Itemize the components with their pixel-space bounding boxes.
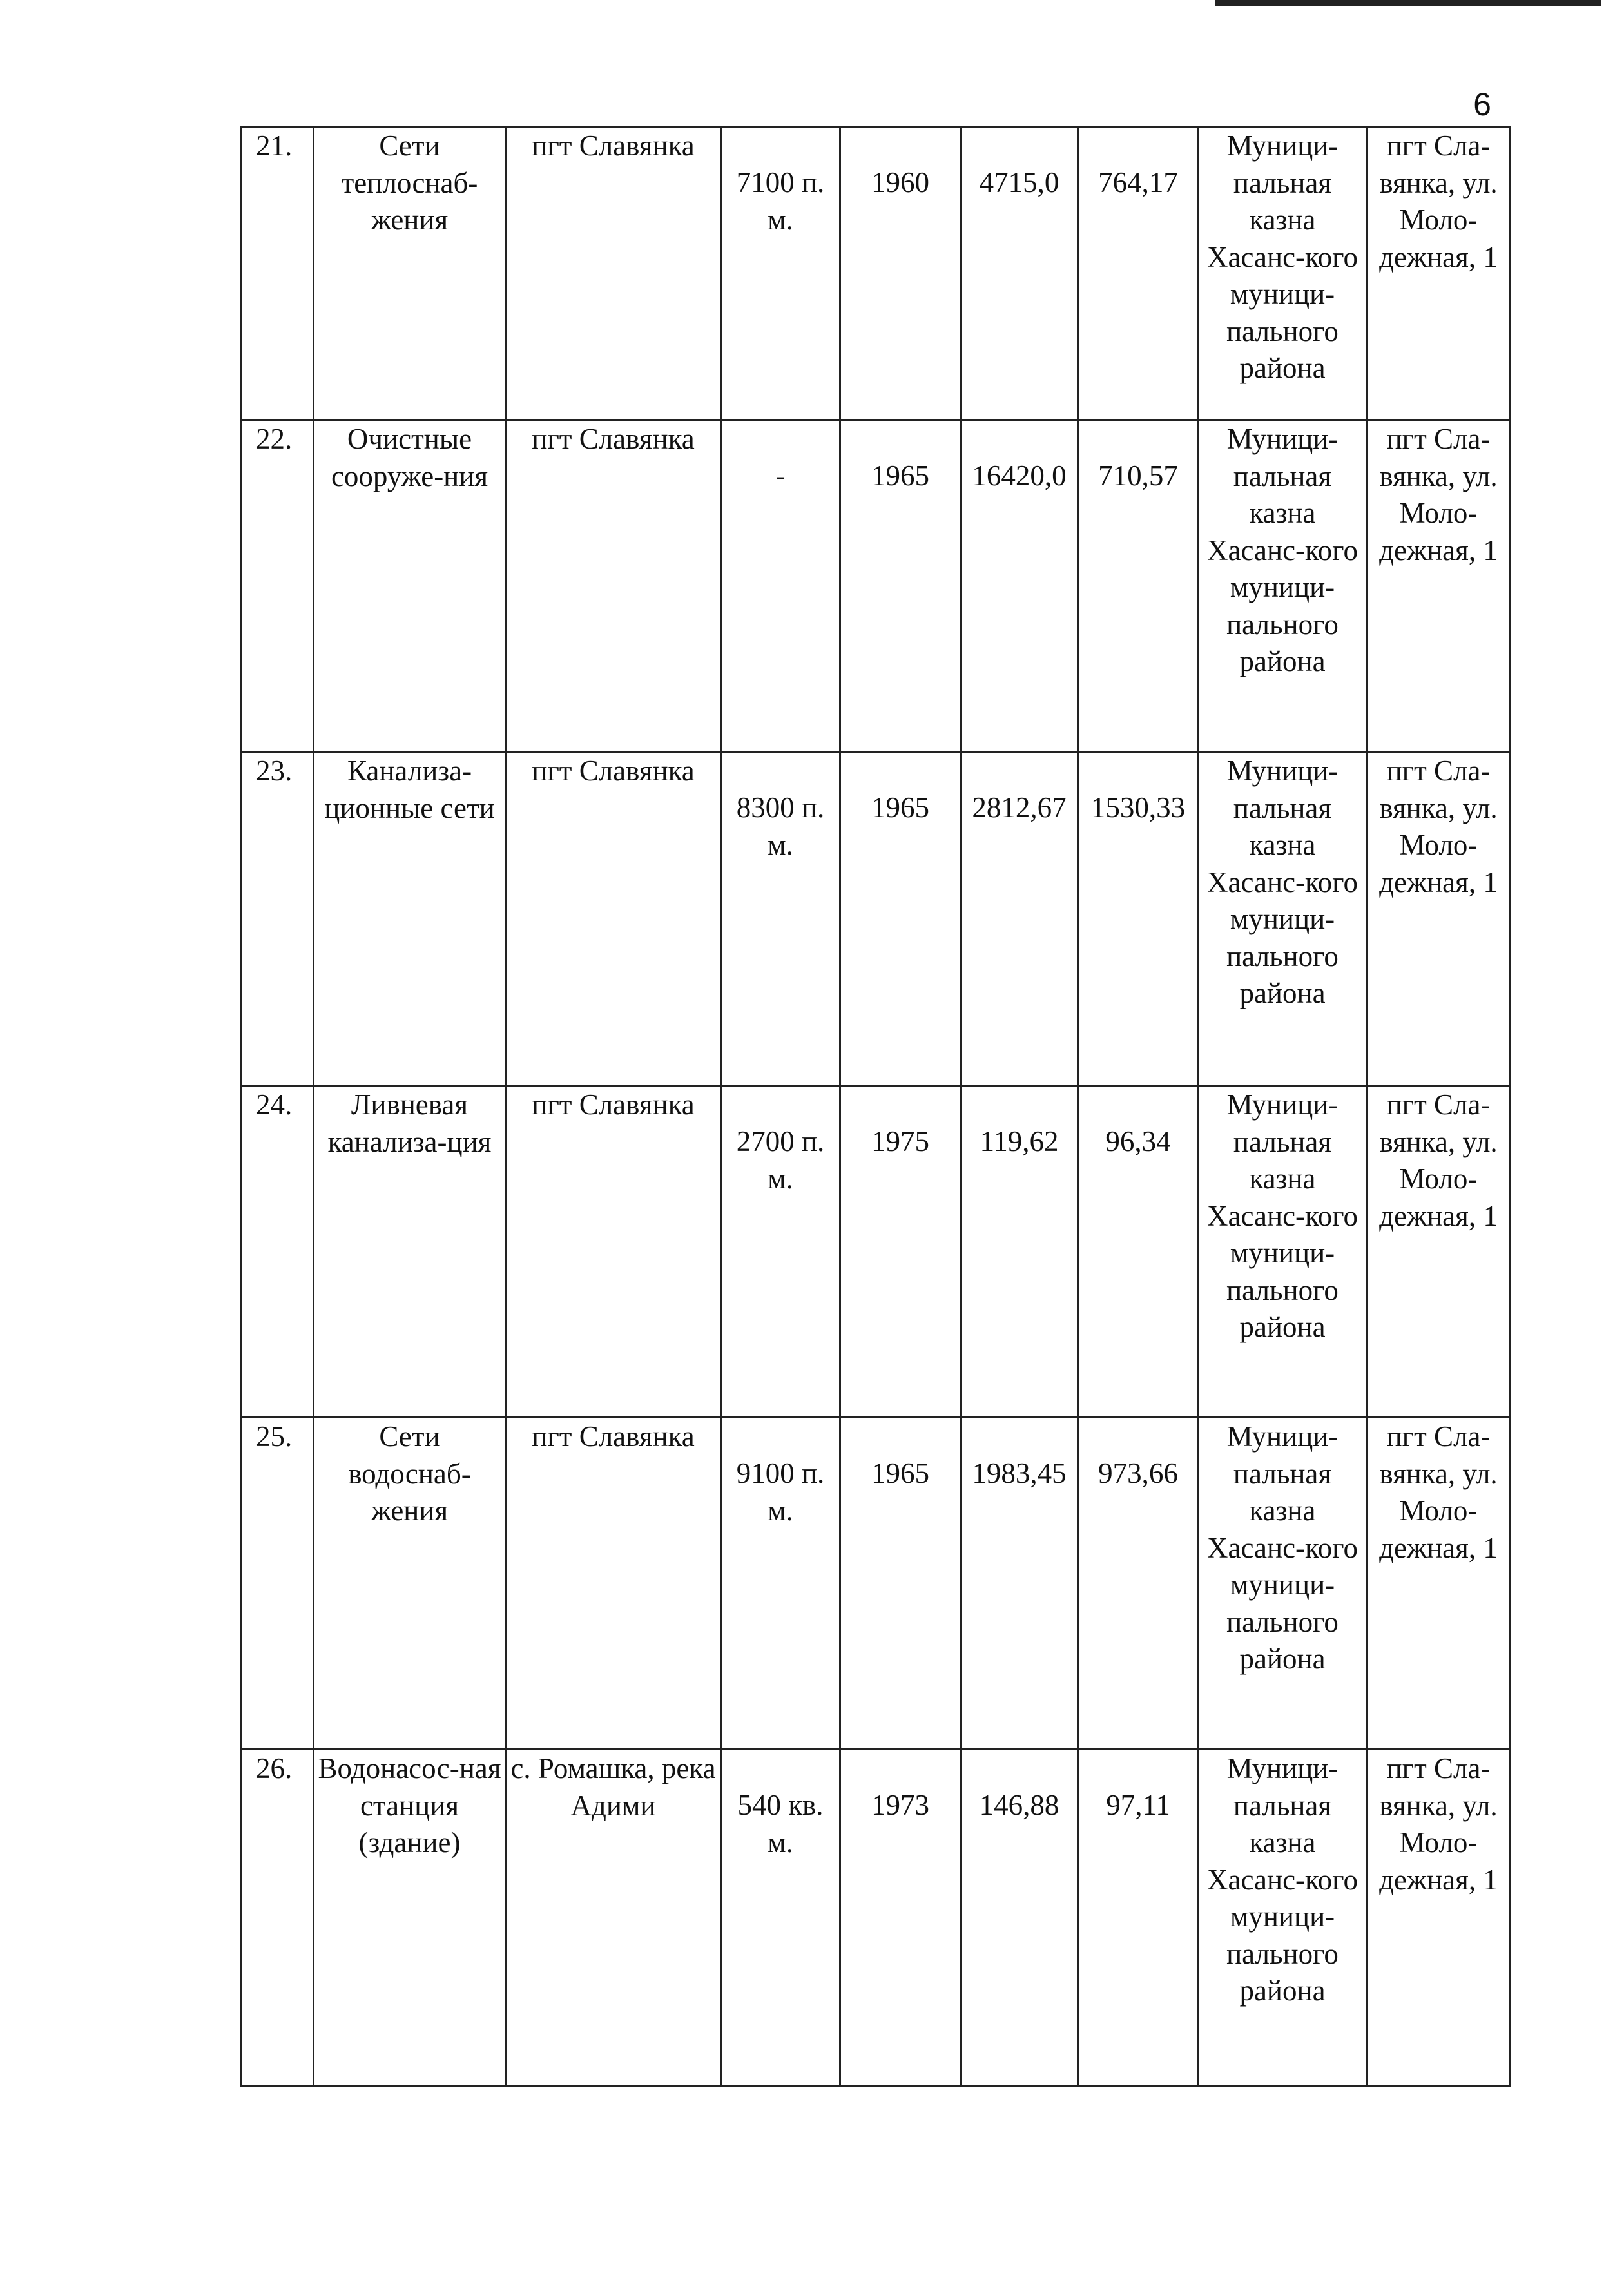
object-size: 9100 п. м. xyxy=(721,1418,840,1750)
row-number: 26. xyxy=(241,1750,314,2087)
owner: Муници-пальная казна Хасанс-кого муници-пального района xyxy=(1199,1750,1367,2087)
object-size: 7100 п. м. xyxy=(721,127,840,420)
residual-value: 973,66 xyxy=(1078,1418,1199,1750)
table-row xyxy=(241,127,1511,420)
balance-value: 1983,45 xyxy=(961,1418,1078,1750)
residual-value: 1530,33 xyxy=(1078,752,1199,1086)
commissioning-year: 1965 xyxy=(840,752,961,1086)
object-size: 8300 п. м. xyxy=(721,752,840,1086)
object-location: пгт Славянка xyxy=(506,420,721,752)
residual-value: 764,17 xyxy=(1078,127,1199,420)
owner-address: пгт Сла-вянка, ул. Моло-дежная, 1 xyxy=(1367,1418,1511,1750)
table-row xyxy=(241,1418,1511,1750)
object-name: Очистные сооруже-ния xyxy=(314,420,506,752)
table-row xyxy=(241,420,1511,752)
owner-address: пгт Сла-вянка, ул. Моло-дежная, 1 xyxy=(1367,1750,1511,2087)
object-location: пгт Славянка xyxy=(506,1418,721,1750)
owner-address: пгт Сла-вянка, ул. Моло-дежная, 1 xyxy=(1367,127,1511,420)
owner: Муници-пальная казна Хасанс-кого муници-пального района xyxy=(1199,127,1367,420)
object-size: 2700 п. м. xyxy=(721,1086,840,1418)
object-location: пгт Славянка xyxy=(506,752,721,1086)
commissioning-year: 1973 xyxy=(840,1750,961,2087)
commissioning-year: 1960 xyxy=(840,127,961,420)
row-number: 24. xyxy=(241,1086,314,1418)
object-name: Ливневая канализа-ция xyxy=(314,1086,506,1418)
row-number: 23. xyxy=(241,752,314,1086)
object-name: Сети теплоснаб-жения xyxy=(314,127,506,420)
balance-value: 119,62 xyxy=(961,1086,1078,1418)
object-location: пгт Славянка xyxy=(506,1086,721,1418)
row-number: 22. xyxy=(241,420,314,752)
commissioning-year: 1965 xyxy=(840,1418,961,1750)
balance-value: 16420,0 xyxy=(961,420,1078,752)
object-size: 540 кв. м. xyxy=(721,1750,840,2087)
balance-value: 4715,0 xyxy=(961,127,1078,420)
property-registry-table xyxy=(240,126,1511,2087)
residual-value: 97,11 xyxy=(1078,1750,1199,2087)
scan-edge-rule xyxy=(1215,0,1601,6)
residual-value: 96,34 xyxy=(1078,1086,1199,1418)
owner-address: пгт Сла-вянка, ул. Моло-дежная, 1 xyxy=(1367,420,1511,752)
table-row xyxy=(241,752,1511,1086)
row-number: 21. xyxy=(241,127,314,420)
balance-value: 146,88 xyxy=(961,1750,1078,2087)
table-row xyxy=(241,1750,1511,2087)
owner-address: пгт Сла-вянка, ул. Моло-дежная, 1 xyxy=(1367,752,1511,1086)
owner: Муници-пальная казна Хасанс-кого муници-пального района xyxy=(1199,1418,1367,1750)
residual-value: 710,57 xyxy=(1078,420,1199,752)
owner: Муници-пальная казна Хасанс-кого муници-пального района xyxy=(1199,752,1367,1086)
owner-address: пгт Сла-вянка, ул. Моло-дежная, 1 xyxy=(1367,1086,1511,1418)
object-size: - xyxy=(721,420,840,752)
balance-value: 2812,67 xyxy=(961,752,1078,1086)
object-name: Канализа-ционные сети xyxy=(314,752,506,1086)
object-name: Водонасос-ная станция (здание) xyxy=(314,1750,506,2087)
page-number: 6 xyxy=(1473,86,1491,122)
object-location: пгт Славянка xyxy=(506,127,721,420)
owner: Муници-пальная казна Хасанс-кого муници-пального района xyxy=(1199,1086,1367,1418)
object-location: с. Ромашка, река Адими xyxy=(506,1750,721,2087)
owner: Муници-пальная казна Хасанс-кого муници-пального района xyxy=(1199,420,1367,752)
row-number: 25. xyxy=(241,1418,314,1750)
table-row xyxy=(241,1086,1511,1418)
object-name: Сети водоснаб-жения xyxy=(314,1418,506,1750)
commissioning-year: 1965 xyxy=(840,420,961,752)
commissioning-year: 1975 xyxy=(840,1086,961,1418)
